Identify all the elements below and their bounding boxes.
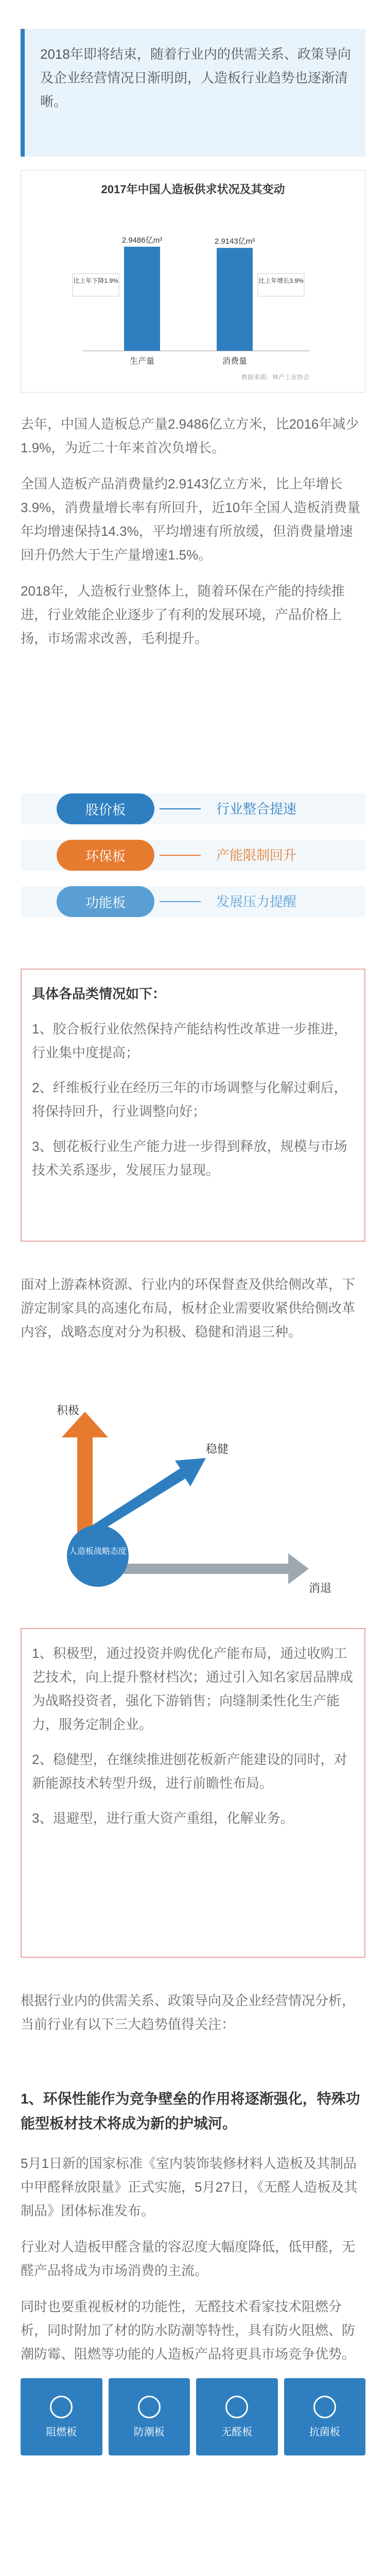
strip-1 [21, 793, 365, 824]
arrow-right-icon [160, 855, 201, 856]
fire-icon [50, 2396, 73, 2418]
trend1-card-1-label: 阻燃板 [46, 2426, 77, 2438]
para3-p1: 根据行业内的供需关系、政策导向及企业经营情况分析，当前行业有以下三大趋势值得关注： [21, 1993, 356, 2032]
right-arrow-icon [103, 1553, 309, 1584]
strip-label: 发展压力提醒 [216, 894, 297, 909]
trend1-card-4-label: 抗菌板 [309, 2426, 340, 2438]
trend1-grid [21, 2378, 365, 2455]
trend1-card-3 [196, 2378, 278, 2455]
attitude-right-label: 消退 [309, 1582, 332, 1595]
para3 [21, 1989, 365, 2048]
bar-production [124, 247, 160, 351]
change-production: 比上年下降1.9% [73, 277, 118, 284]
leaf-icon [225, 2396, 248, 2418]
right-up-arrow-icon [93, 1458, 206, 1533]
types-item-1: 1、胶合板行业依然保持产能结构性改革进一步推进，行业集中度提高； [32, 1021, 347, 1060]
strip-label: 产能限制回升 [216, 848, 297, 863]
trend1-p3: 同时也要重视板材的功能性，无醛技术看家技术阻燃分析，同时附加了材的防水防潮等特性，具有防火阻燃、防潮防霉、阻燃等功能的人造板产品将更具市场竞争优势。 [21, 2299, 356, 2362]
para1-p2: 全国人造板产品消费量约2.9143亿立方米，比上年增长3.9%，消费量增长率有所回升，近10年全国人造板消费量年均增速保持14.3%，平均增速有所放缓，但消费量增速回升仍然大于生产量增速1.5%。 [21, 476, 361, 563]
types-item-3: 3、刨花板行业生产能力进一步得到释放，规模与市场技术关系逐步，发展压力显现。 [32, 1139, 347, 1178]
trend1-card-1 [21, 2378, 102, 2455]
arrow-right-icon [160, 901, 201, 902]
chart-card [21, 170, 365, 393]
attitude-center [67, 1525, 129, 1587]
chart-title: 2017年中国人造板供求状况及其变动 [101, 183, 285, 196]
attitude-up-label: 积极 [57, 1404, 80, 1417]
change-consumption: 比上年增长3.9% [258, 277, 304, 284]
para1-p1: 去年，中国人造板总产量2.9486亿立方米，比2016年减少1.9%，为近二十年来首次负增长。 [21, 416, 359, 455]
droplet-icon [138, 2396, 161, 2418]
para1-p3: 2018年，人造板行业整体上，随着环保在产能的持续推进，行业效能企业逐步了有利的发展环境，产品价格上扬，市场需求改善，毛利提升。 [21, 583, 345, 646]
trend1-p2: 行业对人造板甲醛含量的容忍度大幅度降低，低甲醛，无醛产品将成为市场消费的主流。 [21, 2239, 356, 2278]
trend1-card-2-label: 防潮板 [133, 2426, 165, 2438]
types-box [21, 969, 365, 1242]
types2-item-2: 2、稳健型，在继续推进刨花板新产能建设的同时，对新能源技术转型升级，进行前瞻性布局。 [32, 1752, 347, 1791]
strip-bar: 股价板 [57, 793, 154, 824]
trend1 [21, 2087, 365, 2455]
attitude-diagram-svg [21, 1401, 365, 1602]
trend1-card-4 [284, 2378, 366, 2455]
trend1-title: 1、环保性能作为竞争壁垒的作用将逐渐强化，特殊功能型板材技术将成为新的护城河。 [21, 2091, 360, 2131]
trend1-card-3-label: 无醛板 [221, 2426, 253, 2438]
attitude-right-up-label: 稳健 [206, 1443, 229, 1455]
types2-box [21, 1628, 365, 1958]
intro-box [21, 29, 365, 157]
arrow-right-icon [160, 808, 201, 809]
para2-p1: 面对上游森林资源、行业内的环保督查及供给侧改革，下游定制家具的高速化布局，板材企业需要收紧供给侧改革内容，战略态度对分为积极、稳健和消退三种。 [21, 1277, 356, 1340]
tick-consumption: 消费量 [222, 357, 248, 366]
types2-item-1: 1、积极型，通过投资并购优化产能布局，通过收购工艺技术，向上提升整材档次；通过引入知名家居品牌成为战略投资者，强化下游销售；向缝制柔性化生产能力，服务定制企业。 [32, 1646, 354, 1732]
data-label-consumption: 2.9143亿m³ [214, 237, 255, 246]
strip-label: 行业整合提速 [216, 801, 297, 817]
attitude-center-label: 人造板战略态度 [68, 1547, 127, 1556]
trend1-p1: 5月1日新的国家标准《室内装饰装修材料人造板及其制品中甲醛释放限量》正式实施，5月27日，《无醛人造板及其制品》团体标准发布。 [21, 2156, 358, 2218]
strip-2 [21, 840, 365, 871]
tick-production: 生产量 [129, 357, 155, 366]
trend1-card-2 [109, 2378, 190, 2455]
shield-icon [313, 2396, 336, 2418]
bar-chart [21, 196, 365, 392]
attitude-diagram [21, 1401, 365, 1602]
bar-consumption [217, 248, 253, 351]
types2-item-3: 3、退避型，进行重大资产重组，化解业务。 [32, 1810, 294, 1826]
para1 [21, 412, 365, 663]
types-title: 具体各品类情况如下： [32, 986, 166, 1002]
data-label-production: 2.9486亿m³ [121, 235, 163, 245]
intro-text: 2018年即将结束，随着行业内的供需关系、政策导向及企业经营情况日渐明朗，人造板行业趋势也逐渐清晰。 [40, 46, 351, 109]
strip-bar: 环保板 [57, 840, 154, 871]
strip-bar: 功能板 [57, 886, 154, 917]
chart-source: 数据来源：林产工业协会 [241, 374, 309, 381]
para2 [21, 1273, 365, 1356]
strip-3 [21, 886, 365, 917]
types-item-2: 2、纤维板行业在经历三年的市场调整与化解过剩后，将保持回升，行业调整向好； [32, 1080, 347, 1119]
